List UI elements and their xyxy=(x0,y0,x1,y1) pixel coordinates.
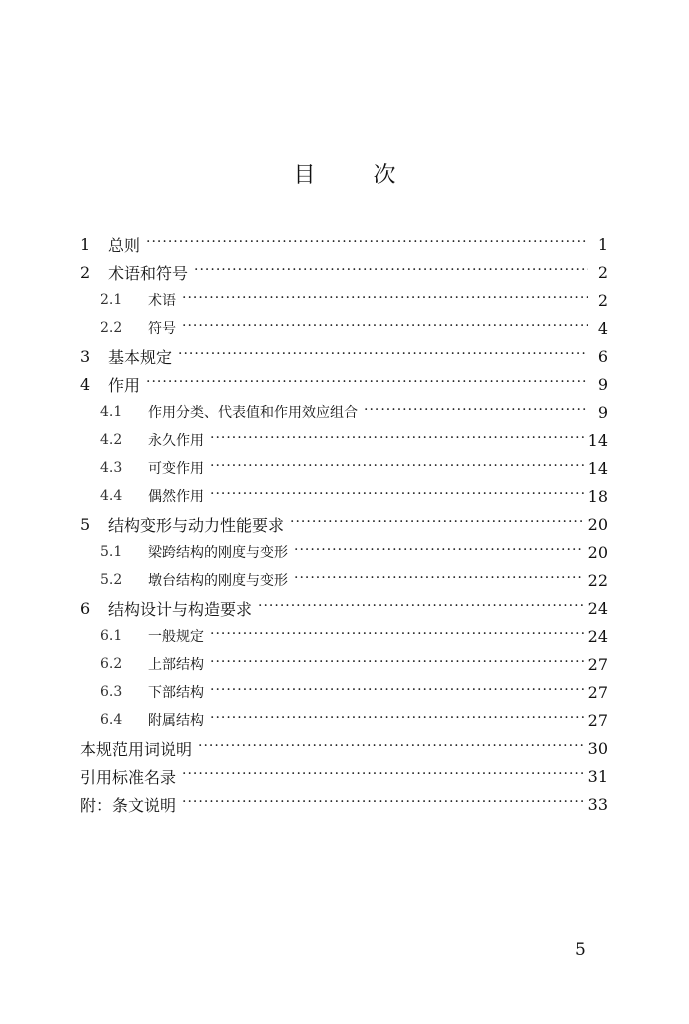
toc-entry-page: 1 xyxy=(597,234,608,254)
toc-entry-number: 6.1 xyxy=(100,628,123,644)
toc-entry-page: 14 xyxy=(587,458,608,478)
toc-entry-label: 附属结构 xyxy=(148,713,204,729)
toc-entry-label: 引用标准名录 xyxy=(80,767,177,787)
toc-entry-page: 14 xyxy=(587,430,608,450)
toc-entry[interactable] xyxy=(80,370,608,398)
toc-leader-dots xyxy=(178,348,588,364)
toc-entry-number: 4.3 xyxy=(100,460,123,476)
toc-entry[interactable] xyxy=(80,622,608,650)
toc-entry[interactable] xyxy=(80,790,608,818)
toc-entry-label: 上部结构 xyxy=(148,657,204,673)
toc-entry-label: 术语 xyxy=(148,293,176,309)
toc-entry-number: 4.2 xyxy=(100,432,123,448)
toc-leader-dots xyxy=(146,236,588,252)
table-of-contents xyxy=(80,230,608,818)
toc-entry[interactable] xyxy=(80,510,608,538)
toc-entry[interactable] xyxy=(80,230,608,258)
toc-entry[interactable] xyxy=(80,734,608,762)
toc-entry-number: 5 xyxy=(80,514,91,534)
toc-entry[interactable] xyxy=(80,594,608,622)
toc-leader-dots xyxy=(364,404,588,420)
toc-entry-page: 27 xyxy=(587,682,608,702)
toc-entry-label: 结构变形与动力性能要求 xyxy=(108,515,285,535)
toc-entry-number: 5.2 xyxy=(100,572,123,588)
toc-leader-dots xyxy=(182,796,584,812)
toc-entry[interactable] xyxy=(80,678,608,706)
toc-entry[interactable] xyxy=(80,342,608,370)
toc-entry-page: 4 xyxy=(597,318,608,338)
toc-entry-page: 18 xyxy=(587,486,608,506)
toc-entry[interactable] xyxy=(80,258,608,286)
toc-entry-label: 基本规定 xyxy=(108,347,173,367)
toc-entry-number: 5.1 xyxy=(100,544,123,560)
toc-entry-page: 33 xyxy=(587,794,608,814)
toc-entry-number: 2.1 xyxy=(100,292,123,308)
toc-leader-dots xyxy=(182,292,588,308)
toc-entry-number: 2.2 xyxy=(100,320,123,336)
toc-leader-dots xyxy=(146,376,588,392)
toc-entry-label: 附：条文说明 xyxy=(80,795,177,815)
toc-entry-page: 27 xyxy=(587,710,608,730)
toc-entry-number: 2 xyxy=(80,262,91,282)
toc-entry-page: 27 xyxy=(587,654,608,674)
toc-entry[interactable] xyxy=(80,538,608,566)
page-number: 5 xyxy=(575,940,586,960)
toc-entry-label: 总则 xyxy=(108,235,141,255)
toc-entry-label: 梁跨结构的刚度与变形 xyxy=(148,545,288,561)
toc-entry-number: 3 xyxy=(80,346,91,366)
toc-leader-dots xyxy=(210,432,584,448)
toc-entry[interactable] xyxy=(80,762,608,790)
toc-entry-label: 偶然作用 xyxy=(148,489,204,505)
toc-entry-label: 永久作用 xyxy=(148,433,204,449)
toc-leader-dots xyxy=(294,572,584,588)
toc-entry[interactable] xyxy=(80,454,608,482)
toc-entry-page: 22 xyxy=(587,570,608,590)
toc-entry-number: 4 xyxy=(80,374,91,394)
toc-leader-dots xyxy=(294,544,584,560)
toc-entry-label: 墩台结构的刚度与变形 xyxy=(148,573,288,589)
toc-entry-page: 24 xyxy=(587,626,608,646)
toc-entry-page: 2 xyxy=(597,262,608,282)
toc-leader-dots xyxy=(210,628,584,644)
toc-entry-page: 24 xyxy=(587,598,608,618)
toc-entry-number: 4.1 xyxy=(100,404,123,420)
toc-entry[interactable] xyxy=(80,314,608,342)
toc-leader-dots xyxy=(210,712,584,728)
toc-leader-dots xyxy=(210,488,584,504)
toc-entry-label: 作用 xyxy=(108,375,141,395)
toc-leader-dots xyxy=(198,740,584,756)
toc-entry[interactable] xyxy=(80,426,608,454)
toc-title-char-1: 目 xyxy=(293,163,316,188)
toc-entry-number: 6.3 xyxy=(100,684,123,700)
toc-entry-page: 31 xyxy=(587,766,608,786)
toc-leader-dots xyxy=(258,600,584,616)
toc-entry-label: 本规范用词说明 xyxy=(80,739,193,759)
toc-leader-dots xyxy=(210,684,584,700)
toc-entry-label: 结构设计与构造要求 xyxy=(108,599,253,619)
toc-entry-label: 一般规定 xyxy=(148,629,204,645)
toc-leader-dots xyxy=(210,460,584,476)
toc-leader-dots xyxy=(182,768,584,784)
toc-entry-number: 6 xyxy=(80,598,91,618)
toc-entry-page: 9 xyxy=(597,402,608,422)
toc-title-char-2: 次 xyxy=(373,163,396,188)
toc-leader-dots xyxy=(182,320,588,336)
toc-entry-number: 6.4 xyxy=(100,712,123,728)
toc-entry-number: 6.2 xyxy=(100,656,123,672)
toc-entry-label: 术语和符号 xyxy=(108,263,189,283)
toc-entry-label: 下部结构 xyxy=(148,685,204,701)
toc-entry-label: 可变作用 xyxy=(148,461,204,477)
toc-entry-page: 20 xyxy=(587,514,608,534)
toc-title xyxy=(0,158,689,189)
toc-entry[interactable] xyxy=(80,706,608,734)
toc-leader-dots xyxy=(210,656,584,672)
toc-entry-page: 9 xyxy=(597,374,608,394)
toc-entry[interactable] xyxy=(80,482,608,510)
toc-entry-page: 2 xyxy=(597,290,608,310)
toc-entry-label: 符号 xyxy=(148,321,176,337)
toc-entry-page: 20 xyxy=(587,542,608,562)
toc-entry[interactable] xyxy=(80,398,608,426)
toc-leader-dots xyxy=(194,264,588,280)
toc-leader-dots xyxy=(290,516,584,532)
toc-entry-label: 作用分类、代表值和作用效应组合 xyxy=(148,405,358,421)
toc-entry-page: 6 xyxy=(597,346,608,366)
toc-entry-page: 30 xyxy=(587,738,608,758)
toc-entry-number: 4.4 xyxy=(100,488,123,504)
toc-entry[interactable] xyxy=(80,650,608,678)
toc-entry[interactable] xyxy=(80,286,608,314)
toc-entry[interactable] xyxy=(80,566,608,594)
toc-entry-number: 1 xyxy=(80,234,91,254)
